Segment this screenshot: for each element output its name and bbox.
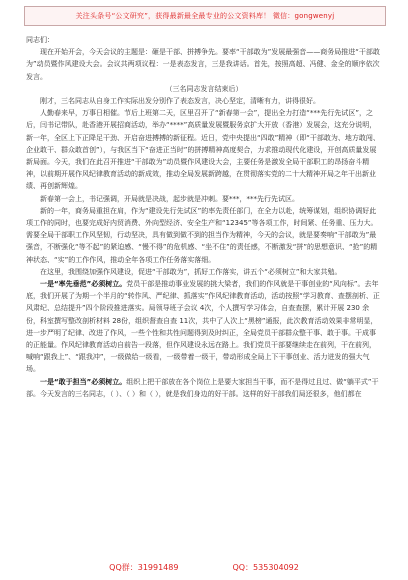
section-2-heading: 一是“敢于担当”必须树立。 bbox=[40, 377, 127, 386]
paragraph-4: 新春第一会上，书记强调，开局就是决战，起步就是冲刺。要***，***先行先试区。 bbox=[40, 194, 299, 203]
paragraph-2: 刚才，三名同志从自身工作实际出发分别作了表态发言，决心坚定，清晰有力，讲得很好。 bbox=[40, 97, 320, 106]
paragraph-3: 人勤春来早，万事日相催。节后上班第二天，区里召开了“新春第一会”，提出全力打造“***先行先试区”，之后，闫书记带队，赴香港开展招商活动，举办“****”高质量发展暨服务京扩大开放（香港）发展会，这充分说明，新一年，全区上下正降足干劲、开启奋进搏搏的新征程。近日，党中央提出“四敢”精神（即“干部敢为、地方敢闯、企业敢干、群众敢首创”），与我区当下“奋进正当时”的拼搏精神高度契合，力求推动现代化建设，开创高质量发展新局面。今天，我们在此召开推进“干部敢为”动员暨作风建设大会，主要任务是激发全局干部职工的昂扬奋斗精神，以前期开展作风纪律教育活动的新成效，推动全局发展新跨越，在贯彻落实党的二十大精神开局之年干出新业绩、再创新辉煌。 bbox=[26, 109, 380, 191]
promo-banner bbox=[24, 6, 386, 26]
paragraph-5: 新的一年，商务局重担在肩，作为“建设先行先试区”的率先责任部门，在全力以赴，统筹谋划，组织协调好此项工作的同时，也要完成好内贸消费、外向型经济、安全生产和“12345”等各项工作，时间紧、任务重、压力大。需要全局干部职工作风坚韧，行动坚决，具有做到做不到的担当作为精神，今天的会议，就是要奏响“干部敢为”最强音，不断强化“等不起”的紧迫感、“慢不得”的危机感、“坐不住”的责任感，不断激发“拼”的思想意识、“抢”的精神状态、“实”的工作作风，推动全年各项工作任务落实落细。 bbox=[26, 206, 378, 264]
stage-note: （三名同志发言结束后） bbox=[165, 84, 243, 93]
section-2 bbox=[26, 376, 382, 400]
paragraph-1: 现在开始开会，今天会议的主题是：砸是干部、拼搏争先。要率“干部敢为”发展最强音——商务局推进“干部敢为”动员暨作风建设大会。会议共两项议程：一是表态发言，三是我讲话。首先，按照高超、冯健、金全的顺序依次发言。 bbox=[26, 48, 380, 81]
document-body bbox=[26, 34, 382, 400]
section-1-body: 党员干部是推动事业发展的挑大梁者，我们的作风就是干事创业的“风向标”。去年底，我们开展了为期一个半月的“转作风、严纪律、抓落实”作风纪律教育活动，活动按照“学习教育、查摆剖析、正风肃纪、总结提升”四个阶段推进落实。局领导班子会议 4次，个人撰写学习体会，自查查摆，累计开展 230 余份，科室撰写整改剖析材料 28份，组织督查自查 11次，共中了人次上“黑榜”通报，此次教育活动效果非常明显，进一步严明了纪律、改进了作风，一些个性和共性问题得到及时纠正，全局党员干部群众整干事、敢于事。干成事的正能量。作风纪律教育活动自前告一段落，但作风建设永远在路上。我们党员干部要继续走在前列，干在前列，喊响“跟我上”、“跟我冲”，一级做给一级看，一级带着一级干，带动形成全局上下干事创业、活力迸发的强大气场。 bbox=[26, 280, 380, 374]
greeting: 同志们： bbox=[26, 36, 54, 44]
paragraph-6: 在这里，我围绕加强作风建设，促进“干部敢为”，抓好工作落实，讲五个“必须树立”和大家共勉。 bbox=[40, 267, 342, 276]
qq-text: QQ：535304092 bbox=[232, 563, 299, 572]
qq-group-text: QQ群：31991489 bbox=[109, 563, 179, 572]
section-1-heading: 一是“率先垂范”必须树立。 bbox=[40, 280, 127, 289]
footer-contact bbox=[0, 562, 408, 576]
promo-banner-text: 关注头条号“公文研究”，获得最新最全最专业的公文资料库！ 微信：gongwenyj bbox=[75, 12, 335, 20]
section-2-body: 组织上把干部放在各个岗位上是要大家担当干事，而不是得过且过、做“躺平式”干部。今天发言的三名同志，（ ）、（ ）和（ ），就是我们身边的好干部。这样的好干部我们局还很多，他们都在 bbox=[26, 377, 379, 398]
section-1 bbox=[26, 278, 382, 376]
